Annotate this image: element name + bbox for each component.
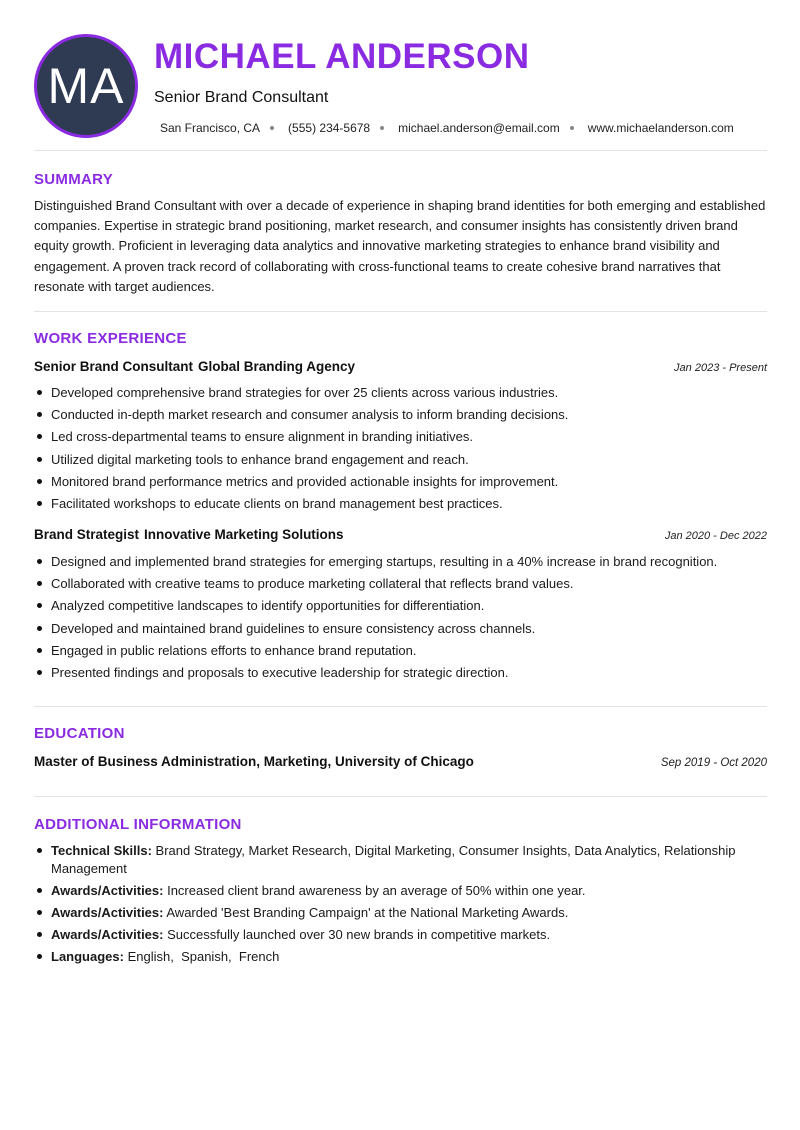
divider	[34, 796, 767, 797]
list-item: Developed comprehensive brand strategies for over 25 clients across various industries.	[34, 384, 767, 401]
education-degree: Master of Business Administration, Marketing, University of Chicago	[34, 754, 474, 769]
item-text: Awarded 'Best Branding Campaign' at the National Marketing Awards.	[166, 905, 569, 920]
separator-dot	[270, 126, 274, 130]
job-bullets	[34, 384, 767, 517]
list-item: Designed and implemented brand strategies for emerging startups, resulting in a 40% increase in brand recognition.	[34, 553, 767, 570]
separator-dot	[570, 126, 574, 130]
item-text: Successfully launched over 30 new brands in competitive markets.	[167, 927, 551, 942]
contact-email[interactable]: michael.anderson@email.com	[398, 121, 560, 135]
item-label: Technical Skills:	[51, 843, 152, 858]
experience-heading: WORK EXPERIENCE	[34, 330, 187, 347]
candidate-name: MICHAEL ANDERSON	[154, 37, 530, 76]
item-text: Brand Strategy, Market Research, Digital Marketing, Consumer Insights, Data Analytics, Relationship Management	[51, 843, 736, 876]
job-role-line	[34, 358, 355, 376]
contact-location: San Francisco, CA	[160, 121, 261, 135]
job-header	[34, 358, 767, 377]
additional-list	[34, 842, 767, 970]
contact-website[interactable]: www.michaelanderson.com	[587, 121, 734, 135]
job-bullets	[34, 553, 767, 686]
item-text: Increased client brand awareness by an average of 50% within one year.	[167, 883, 586, 898]
summary-heading: SUMMARY	[34, 171, 114, 188]
list-item: Monitored brand performance metrics and provided actionable insights for improvement.	[34, 473, 767, 490]
list-item: Conducted in-depth market research and consumer analysis to inform branding decisions.	[34, 406, 767, 423]
list-item: Facilitated workshops to educate clients on brand management best practices.	[34, 495, 767, 512]
list-item: Developed and maintained brand guidelines to ensure consistency across channels.	[34, 620, 767, 637]
job-company: Global Branding Agency	[198, 359, 356, 374]
list-item	[34, 904, 767, 922]
item-label: Languages:	[51, 949, 124, 964]
avatar	[34, 34, 138, 138]
job-role-line	[34, 526, 344, 544]
list-item: Collaborated with creative teams to produce marketing collateral that reflects brand values.	[34, 575, 767, 592]
divider	[34, 150, 767, 151]
contact-phone: (555) 234-5678	[288, 121, 371, 135]
additional-heading: ADDITIONAL INFORMATION	[34, 816, 242, 833]
candidate-title: Senior Brand Consultant	[154, 89, 329, 106]
item-label: Awards/Activities:	[51, 905, 164, 920]
item-label: Awards/Activities:	[51, 883, 164, 898]
list-item	[34, 882, 767, 900]
job-company: Innovative Marketing Solutions	[144, 527, 344, 542]
job-dates: Jan 2020 - Dec 2022	[664, 530, 767, 542]
item-text: English, Spanish, French	[127, 949, 280, 964]
education-heading: EDUCATION	[34, 725, 125, 742]
list-item: Analyzed competitive landscapes to identify opportunities for differentiation.	[34, 597, 767, 614]
list-item	[34, 926, 767, 944]
avatar-initials: MA	[47, 58, 125, 114]
item-label: Awards/Activities:	[51, 927, 164, 942]
summary-text: Distinguished Brand Consultant with over a decade of experience in shaping brand identities for both emerging and established companies. Expertise in strategic brand positioning, market research, and consumer insights has consistently driven brand equity growth. Proficient in leveraging data analytics and innovative marketing strategies to enhance brand visibility and engagement. A proven track record of collaborating with cross-functional teams to create cohesive brand narratives that resonate with target audiences.	[34, 198, 766, 294]
list-item: Utilized digital marketing tools to enhance brand engagement and reach.	[34, 451, 767, 468]
list-item	[34, 948, 767, 966]
list-item	[34, 842, 767, 878]
divider	[34, 311, 767, 312]
list-item: Engaged in public relations efforts to enhance brand reputation.	[34, 642, 767, 659]
job-role: Brand Strategist	[34, 527, 140, 542]
education-dates: Sep 2019 - Oct 2020	[660, 757, 767, 769]
job-role: Senior Brand Consultant	[34, 359, 194, 374]
education-entry	[34, 753, 767, 772]
divider	[34, 706, 767, 707]
separator-dot	[380, 126, 384, 130]
job-dates: Jan 2023 - Present	[674, 362, 767, 374]
job-header	[34, 526, 767, 545]
contact-line	[160, 120, 734, 136]
list-item: Presented findings and proposals to executive leadership for strategic direction.	[34, 664, 767, 681]
list-item: Led cross-departmental teams to ensure alignment in branding initiatives.	[34, 428, 767, 445]
